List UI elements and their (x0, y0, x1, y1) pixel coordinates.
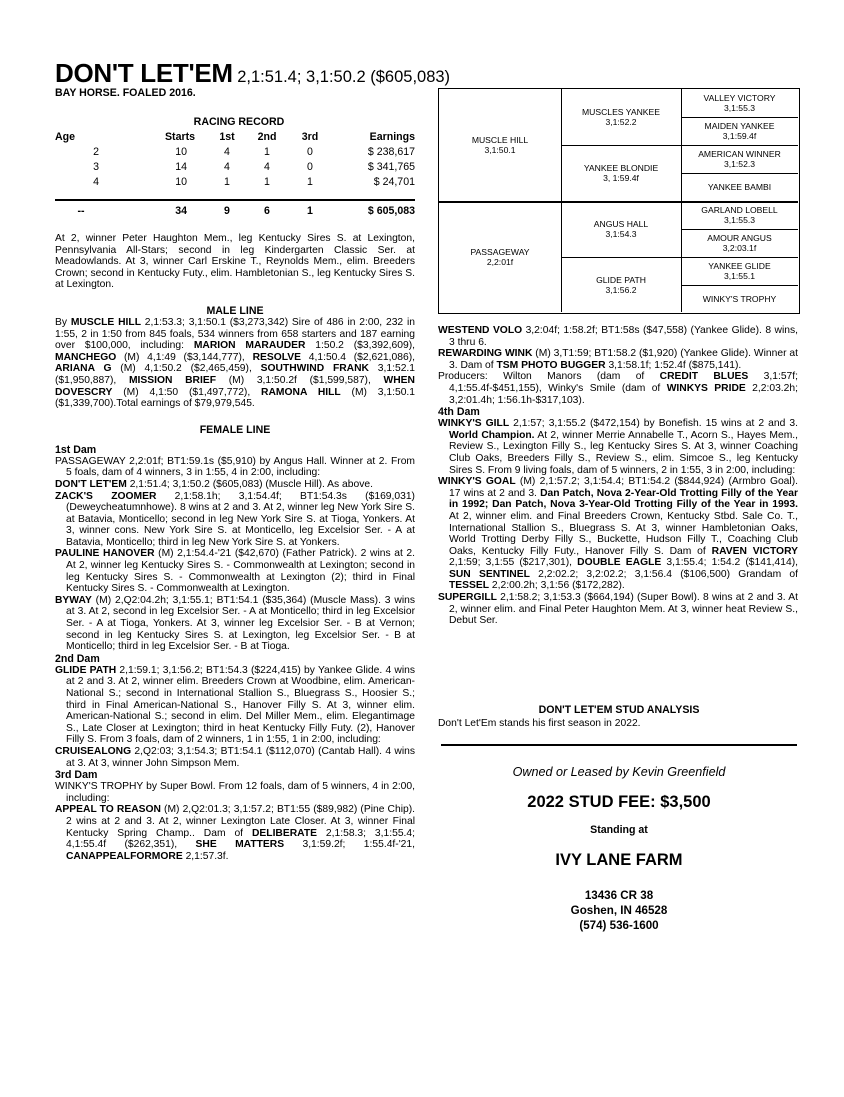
male-line-title: MALE LINE (206, 304, 264, 317)
farm-name: IVY LANE FARM (555, 850, 683, 869)
pedigree-sire-dam (561, 145, 681, 201)
offspring-entry: WESTEND VOLO 3,2:04f; 1:58.2f; BT1:58s ($47,558) (Yankee Glide). 8 wins, 3 thru 6. (438, 325, 798, 348)
cell-3rd: 0 (307, 160, 313, 173)
cell-1st: 9 (209, 200, 245, 221)
horse-record: 2,1:51.4; 3,1:50.2 ($605,083) (237, 68, 451, 86)
pedigree-record: 3,1:59.4f (722, 131, 757, 141)
cell-earnings: $ 24,701 (373, 175, 415, 188)
pedigree-name: YANKEE BLONDIE (583, 163, 659, 173)
pedigree-name: VALLEY VICTORY (703, 93, 776, 103)
cell-starts: 34 (107, 200, 209, 221)
pedigree-record: 2,2:01f (486, 257, 514, 267)
offspring-entry: SUPERGILL 2,1:58.2; 3,1:53.3 ($664,194) (Super Bowl). 8 wins at 2 and 3. At 2, winner elim. and Final Peter Haughton Mem. At 3, winner heat Review S., Debut Ser. (438, 592, 798, 627)
pedigree-sire (439, 89, 561, 201)
cell-age: 3 (93, 160, 99, 173)
pedigree-record: 3,1:52.3 (723, 159, 756, 169)
cell-3rd: 1 (307, 175, 313, 188)
offspring-entry: APPEAL TO REASON (M) 2,Q2:01.3; 3,1:57.2; BT1:55 ($89,982) (Pine Chip). 2 wins at 2 and 3. At 2, winner Lexington Late Closer. At 3, winner Final Kentucky Spring Champ.. Dam of DELIBERATE 2,1:58.3; 3,1:55.4; 4,1:55.4f ($262,351), SHE MATTERS 3,1:59.2f; 1:55.4f-'21, CANAPPEALFORMORE 2,1:57.3f. (55, 804, 416, 862)
pedigree-dam-sire (561, 201, 681, 257)
pedigree-ancestor (681, 201, 798, 229)
pedigree-dam-dam (561, 257, 681, 313)
owner-line: Owned or Leased by Kevin Greenfield (512, 764, 726, 779)
pedigree-dam (439, 201, 561, 313)
stud-fee: 2022 STUD FEE: $3,500 (527, 792, 711, 811)
offspring-entry: GLIDE PATH 2,1:59.1; 3,1:56.2; BT1:54.3 ($224,415) by Yankee Glide. 4 wins at 2 and 3. At 2, winner elim. Breeders Crown at Woodbine, elim. American-National S.; second in International Stallion S., Bluegrass S., Hoosier S.; third in Final American-National S., Hanover Filly S. At 3, winner elim. American-National S.; second in elim. Del Miller Mem., elim. Elegantimage S., Late Closer at Lexington; third in heat Kentucky Filly Futy. (2), Hanover Filly S. From 3 foals, dam of 2 winners, 1 in 1:55, 1 in 2:00, including: (55, 664, 415, 746)
table-total-row (55, 200, 415, 221)
foaled-line: BAY HORSE. FOALED 2016. (55, 87, 196, 99)
pedigree-ancestor (681, 285, 798, 313)
cell-2nd: 6 (245, 200, 289, 221)
cell-starts: 10 (175, 145, 187, 158)
cell-starts: 14 (175, 160, 187, 173)
pedigree-ancestor (681, 173, 798, 201)
pedigree-name: PASSAGEWAY (470, 247, 530, 257)
table-row (55, 174, 415, 189)
pedigree-name: AMERICAN WINNER (698, 149, 781, 159)
pedigree-chart (438, 88, 800, 314)
cell-earnings: $ 605,083 (331, 200, 415, 221)
offspring-entry: ZACK'S ZOOMER 2,1:58.1h; 3,1:54.4f; BT1:54.3s ($169,031) (Deweycheatumnhowe). 8 wins at 2 and 3. At 2, winner leg New York Sire S. at Batavia, Monticello; second in leg New York Sire S. at Tioga, Yonkers. At 3, winner cons. New York Sire S. at Monticello, leg Excelsior Ser. - A at Batavia, Monticello; third in leg New York Sire S. at Yonkers. (55, 490, 415, 548)
pedigree-name: WINKY'S TROPHY (702, 294, 777, 304)
col-1st: 1st (219, 130, 235, 143)
cell-age: 2 (93, 145, 99, 158)
pedigree-record: 3,1:52.2 (605, 117, 637, 127)
cell-age: 4 (93, 175, 99, 188)
right-column (438, 325, 798, 627)
pedigree-ancestor (681, 145, 798, 173)
standing-at: Standing at (590, 823, 648, 836)
pedigree-sire-sire (561, 89, 681, 145)
offspring-entry: PAULINE HANOVER (M) 2,1:54.4-'21 ($42,670) (Father Patrick). 2 wins at 2. At 2, winner leg Kentucky Sires S. - Commonwealth at Lexington; second in leg Kentucky Sires S. - Commonwealth at Lexington (2); third in Final Kentucky Sires S. - Commonwealth at Lexington. (55, 548, 415, 595)
pedigree-name: ANGUS HALL (593, 219, 649, 229)
pedigree-name: MUSCLE HILL (471, 135, 529, 145)
stud-analysis-title: DON'T LET'EM STUD ANALYSIS (538, 704, 700, 716)
pedigree-record: 3,1:55.1 (723, 271, 756, 281)
pedigree-record: 3,1:56.2 (605, 285, 637, 295)
female-line-title: FEMALE LINE (199, 423, 271, 436)
pedigree-ancestor (681, 229, 798, 257)
offspring-entry: CRUISEALONG 2,Q2:03; 3,1:54.3; BT1:54.1 ($112,070) (Cantab Hall). 4 wins at 3. At 3, winner John Simpson Mem. (55, 745, 415, 769)
pedigree-name: YANKEE GLIDE (708, 261, 771, 271)
pedigree-ancestor (681, 257, 798, 285)
pedigree-record: 3,1:55.3 (723, 103, 756, 113)
dam3-intro: WINKY'S TROPHY by Super Bowl. From 12 foals, dam of 5 winners, 4 in 2:00, including: (55, 781, 415, 804)
offspring-entry: BYWAY (M) 2,Q2:04.2h; 3,1:55.1; BT1:54.1 ($35,364) (Muscle Mass). 3 wins at 3. At 2, second in leg Excelsior Ser. - A at Monticello; third in leg Excelsior Ser. - A at Tioga, Yonkers. At 3, winner leg Excelsior Ser. - B at Vernon; second in leg Kentucky Sires S. at Lexington, leg Excelsior Ser. - B at Monticello; third in leg Excelsior Ser. - B at Tioga. (55, 594, 415, 653)
racing-record-title: RACING RECORD (193, 115, 285, 128)
cell-3rd: 0 (307, 145, 313, 158)
pedigree-record: 3, 1:59.4f (603, 173, 639, 183)
address-line-1: 13436 CR 38 (584, 888, 654, 902)
pedigree-record: 3,2:03.1f (722, 243, 757, 253)
dam3-label: 3rd Dam (55, 769, 98, 782)
dam4-label: 4th Dam (438, 406, 480, 419)
dam2-label: 2nd Dam (55, 652, 100, 665)
racing-record-table (55, 114, 415, 221)
col-earnings: Earnings (369, 130, 415, 143)
col-2nd: 2nd (257, 130, 277, 143)
col-starts: Starts (164, 130, 195, 143)
pedigree-record: 3,1:55.3 (723, 215, 756, 225)
pedigree-ancestor (681, 117, 798, 145)
pedigree-name: YANKEE BAMBI (707, 182, 772, 192)
cell-age: -- (55, 200, 107, 221)
farm-address (438, 888, 800, 933)
phone-number: (574) 536-1600 (579, 918, 659, 932)
pedigree-name: GARLAND LOBELL (701, 205, 778, 215)
cell-2nd: 4 (264, 160, 270, 173)
pedigree-name: GLIDE PATH (596, 275, 646, 285)
offspring-entry: WINKY'S GOAL (M) 2,1:57.2; 3,1:54.4; BT1:54.2 ($844,924) (Armbro Goal). 17 wins at 2 and 3. Dan Patch, Nova 2-Year-Old Trotting Filly of the Year in 1992; Dan Patch, Nova 3-Year-Old Trotting Filly of the Year in 1993. At 2, winner elim. and Final Breeders Crown, Kentucky Stbd. Sale Co. T., International Stallion S., Bluegrass S. At 3, winner Hambletonian Oaks, World Trotting Derby Filly S., Buckette, Hudson Filly T., Coaching Club Oaks, Kentucky Filly Futy., Hanover Filly S. Dam of RAVEN VICTORY 2,1:59; 3,1:55 ($217,301), DOUBLE EAGLE 3,1:55.4; 1:54.2 ($141,414), SUN SENTINEL 2,2:02.2; 3,2:02.2; 3,1:56.4 ($106,500) Grandam of TESSEL 2,2:00.2h; 3,1:56 ($172,282). (438, 476, 798, 592)
offspring-entry: DON'T LET'EM 2,1:51.4; 3,1:50.2 ($605,083) (Muscle Hill). As above. (55, 478, 373, 490)
pedigree-name: MAIDEN YANKEE (704, 121, 775, 131)
left-column (55, 114, 415, 862)
address-line-2: Goshen, IN 46528 (570, 903, 668, 917)
cell-2nd: 1 (264, 175, 270, 188)
pedigree-record: 3,1:54.3 (605, 229, 637, 239)
table-row (55, 159, 415, 174)
male-line-text: By MUSCLE HILL 2,1:53.3; 3,1:50.1 ($3,273,342) Sire of 486 in 2:00, 232 in 1:55, 2 in 1:50 from 845 foals, 534 winners from 658 starters and 187 earning over $100,000, including: MARION MARAUDER 1:50.2 ($3,392,609), MANCHEGO (M) 4,1:49 ($3,144,777), RESOLVE 4,1:50.4 ($2,621,086), ARIANA G (M) 4,1:50.2 ($2,465,459), SOUTHWIND FRANK 3,1:52.1 ($1,950,887), MISSION BRIEF (M) 3,1:50.2f ($1,599,587), WHEN DOVESCRY (M) 4,1:50 ($1,497,772), RAMONA HILL (M) 3,1:50.1 ($1,339,700).Total earnings of $79,979,545. (55, 316, 416, 410)
cell-starts: 10 (175, 175, 187, 188)
cell-2nd: 1 (264, 145, 270, 158)
cell-1st: 1 (224, 175, 230, 188)
horse-title (55, 58, 450, 89)
table-row (55, 144, 415, 159)
cell-earnings: $ 341,765 (367, 160, 415, 173)
pedigree-ancestor (681, 89, 798, 117)
stud-info (438, 704, 800, 933)
col-3rd: 3rd (301, 130, 319, 143)
dam1-intro: PASSAGEWAY 2,2:01f; BT1:59.1s ($5,910) by Angus Hall. Winner at 2. From 5 foals, dam of 4 winners, 3 in 1:55, 4 in 2:00, including: (55, 455, 415, 479)
offspring-entry: REWARDING WINK (M) 3,T1:59; BT1:58.2 ($1,920) (Yankee Glide). Winner at 3. Dam of TSM PHOTO BUGGER 3,1:58.1f; 1:52.4f ($875,141). (438, 348, 798, 371)
pedigree-record: 3,1:50.1 (484, 145, 516, 155)
pedigree-name: MUSCLES YANKEE (581, 107, 660, 117)
race-summary: At 2, winner Peter Haughton Mem., leg Kentucky Sires S. at Lexington, Pennsylvania All-Stars; second in leg Kindergarten Classic Ser. at Meadowlands. At 3, winner Carl Erskine T., Reynolds Mem., elim. Breeders Crown; second in Kentucky Futy., elim. Hambletonian S., leg Kentucky Sires S. at Lexington. (55, 233, 415, 291)
offspring-entry: WINKY'S GILL 2,1:57; 3,1:55.2 ($472,154) by Bonefish. 15 wins at 2 and 3. World Champion. At 2, winner Merrie Annabelle T., Acorn S., Hayes Mem., Review S., Lexington Filly S., leg Kentucky Sires S. At 3, winner Coaching Club Oaks, Breeders Filly S., Review S., elim. Simcoe S., leg Kentucky Sires S. From 9 living foals, dam of 5 winners, 2 in 1:55, 3 in 2:00, including: (438, 418, 798, 476)
dam1-label: 1st Dam (55, 443, 97, 456)
horse-name: DON'T LET'EM (55, 58, 233, 88)
pedigree-name: AMOUR ANGUS (707, 233, 772, 243)
producers-entry: Producers: Wilton Manors (dam of CREDIT BLUES 3,1:57f; 4,1:55.4f-$451,155), Winky's Smile (dam of WINKYS PRIDE 2,2:03.2h; 3,2:01.4h; 1:56.1h-$317,103). (438, 371, 798, 406)
divider (441, 744, 797, 746)
cell-3rd: 1 (289, 200, 331, 221)
cell-earnings: $ 238,617 (367, 145, 415, 158)
stud-analysis-text: Don't Let'Em stands his first season in 2022. (438, 718, 641, 729)
cell-1st: 4 (224, 145, 230, 158)
cell-1st: 4 (224, 160, 230, 173)
col-age: Age (55, 130, 76, 143)
